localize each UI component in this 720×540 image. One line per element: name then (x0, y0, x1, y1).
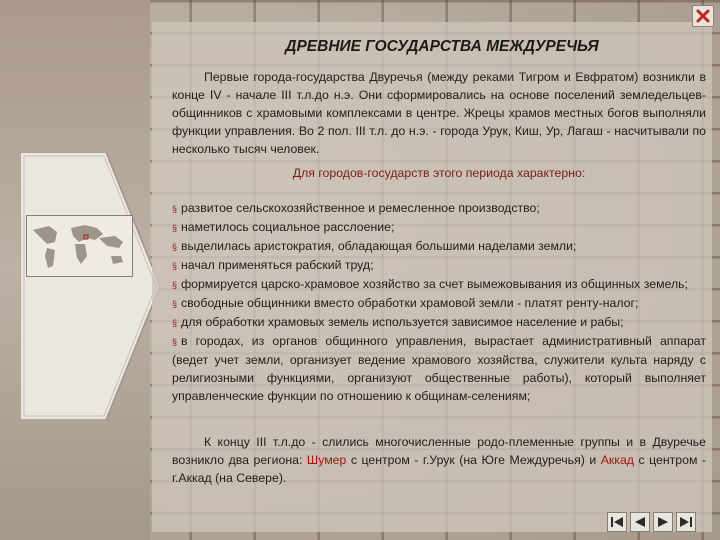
next-slide-button[interactable] (653, 512, 673, 532)
bullet-icon: § (172, 223, 178, 233)
bullet-icon: § (172, 261, 178, 271)
conclusion-paragraph (172, 433, 706, 487)
list-item: § для обработки храмовых земель используется зависимое население и рабы; (172, 315, 624, 329)
characteristics-list (172, 199, 706, 405)
first-slide-button[interactable] (607, 512, 627, 532)
list-item: § в городах, из органов общинного управления, вырастает административный аппарат (ведет учет земли, организует ведение храмового хозяйства, служители культа наряду с религиозными функциями, организуют общественные работы), который выполняет управленческие функции по отношению к общинам-селениям; (172, 334, 706, 403)
list-item: § формируется царско-храмовое хозяйство за счет вымежовывания из общинных земель; (172, 277, 688, 291)
play-back-icon (631, 513, 649, 531)
conclusion-text-1: К концу III т.л.до - слились многочисленные родо-племенные группы и в Двуречье возникло два региона: (172, 435, 706, 467)
conclusion-text-3: с центром - г.Аккад (на Севере). (172, 453, 707, 485)
list-item: § развитое сельскохозяйственное и ремесленное производство; (172, 201, 540, 215)
last-slide-button[interactable] (676, 512, 696, 532)
world-map-thumbnail (26, 215, 133, 277)
list-item: § наметилось социальное расслоение; (172, 220, 395, 234)
list-item: § свободные общинники вместо обработки храмовой земли - платят ренту-налог; (172, 296, 639, 310)
bullet-icon: § (172, 337, 178, 347)
skip-back-icon (608, 513, 626, 531)
play-forward-icon (654, 513, 672, 531)
skip-forward-icon (677, 513, 695, 531)
region-akkad: Аккад (600, 453, 634, 467)
region-sumer: Шумер (306, 453, 347, 467)
intro-paragraph: Первые города-государства Двуречья (между реками Тигром и Евфратом) возникли в конце IV - начале III т.л.до н.э. Они сформировались на основе поселений земледельцев-общинников с храмовыми комплексами в центре. Жрецы храмов местных богов выполняли функции управления. Во 2 пол. III т.л. до н.э. - города Урук, Киш, Ур, Лагаш - насчитывали по несколько тысяч человек. (172, 70, 706, 156)
bullet-icon: § (172, 280, 178, 290)
previous-slide-button[interactable] (630, 512, 650, 532)
bullet-icon: § (172, 204, 178, 214)
list-item: § начал применяться рабский труд; (172, 258, 374, 272)
page-title: ДРЕВНИЕ ГОСУДАРСТВА МЕЖДУРЕЧЬЯ (285, 38, 599, 55)
list-item: § выделилась аристократия, обладающая большими наделами земли; (172, 239, 577, 253)
conclusion-text-2: с центром - г.Урук (на Юге Междуречья) и (350, 453, 597, 467)
close-button[interactable] (692, 5, 714, 27)
close-icon (693, 6, 713, 26)
arrow-panel (20, 152, 160, 420)
navigation-bar (604, 512, 696, 532)
bullet-icon: § (172, 299, 178, 309)
list-subtitle: Для городов-государств этого периода характерно: (292, 166, 586, 180)
bullet-icon: § (172, 242, 178, 252)
bullet-icon: § (172, 318, 178, 328)
